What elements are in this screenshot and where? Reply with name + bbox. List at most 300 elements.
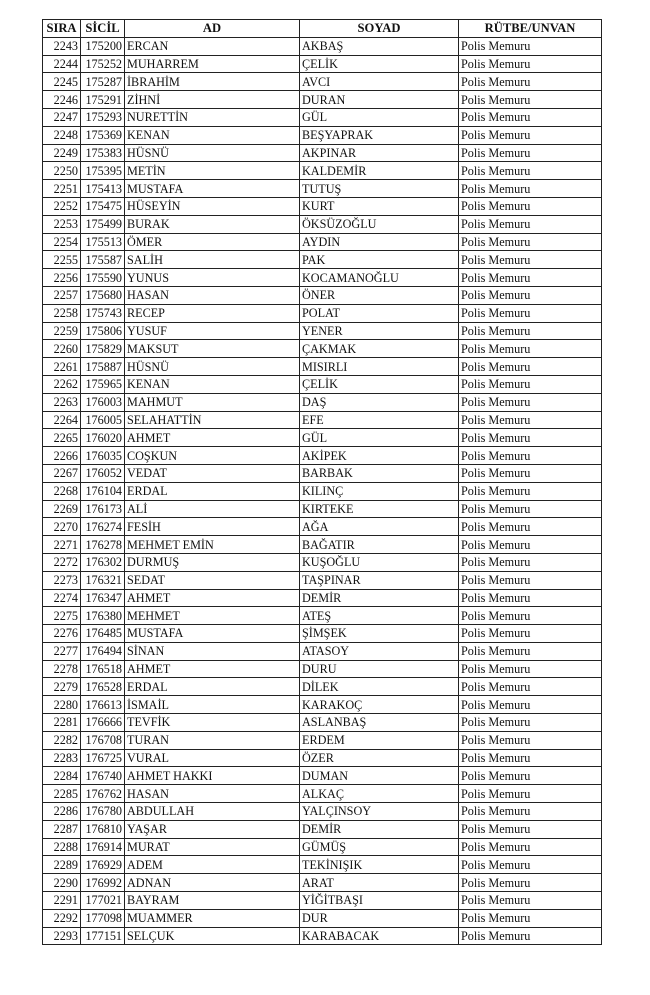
table-row [43,375,602,393]
sicil-cell: 176302 [81,553,125,571]
ad-cell: BURAK [125,215,300,233]
sira-cell: 2292 [43,909,81,927]
sicil-cell: 175513 [81,233,125,251]
sicil-cell: 176666 [81,714,125,732]
table-row [43,874,602,892]
rutbe-cell: Polis Memuru [459,340,602,358]
rutbe-cell: Polis Memuru [459,286,602,304]
table-row [43,571,602,589]
rutbe-cell: Polis Memuru [459,55,602,73]
sicil-cell: 176485 [81,625,125,643]
sicil-cell: 175395 [81,162,125,180]
soyad-cell: AKİPEK [300,447,459,465]
table-row [43,749,602,767]
soyad-cell: BAĞATIR [300,536,459,554]
soyad-cell: ALKAÇ [300,785,459,803]
table-row [43,714,602,732]
rutbe-cell: Polis Memuru [459,215,602,233]
column-header-ad: AD [125,20,300,38]
rutbe-cell: Polis Memuru [459,322,602,340]
rutbe-cell: Polis Memuru [459,251,602,269]
table-row [43,269,602,287]
sicil-cell: 176740 [81,767,125,785]
ad-cell: MEHMET [125,607,300,625]
rutbe-cell: Polis Memuru [459,803,602,821]
table-row [43,162,602,180]
ad-cell: HÜSNÜ [125,358,300,376]
soyad-cell: ÖZER [300,749,459,767]
rutbe-cell: Polis Memuru [459,108,602,126]
column-header-rutbe: RÜTBE/UNVAN [459,20,602,38]
rutbe-cell: Polis Memuru [459,518,602,536]
rutbe-cell: Polis Memuru [459,767,602,785]
sicil-cell: 176003 [81,393,125,411]
rutbe-cell: Polis Memuru [459,749,602,767]
ad-cell: TEVFİK [125,714,300,732]
sira-cell: 2293 [43,927,81,945]
sicil-cell: 175965 [81,375,125,393]
sira-cell: 2268 [43,482,81,500]
soyad-cell: DURAN [300,91,459,109]
ad-cell: ALİ [125,500,300,518]
ad-cell: VEDAT [125,464,300,482]
rutbe-cell: Polis Memuru [459,909,602,927]
soyad-cell: ATASOY [300,642,459,660]
table-row [43,856,602,874]
ad-cell: MUAMMER [125,909,300,927]
ad-cell: İSMAİL [125,696,300,714]
table-row [43,340,602,358]
rutbe-cell: Polis Memuru [459,536,602,554]
sicil-cell: 175369 [81,126,125,144]
ad-cell: ERCAN [125,37,300,55]
ad-cell: HÜSNÜ [125,144,300,162]
table-row [43,55,602,73]
soyad-cell: DEMİR [300,820,459,838]
sira-cell: 2288 [43,838,81,856]
table-row [43,482,602,500]
ad-cell: AHMET [125,589,300,607]
soyad-cell: ATEŞ [300,607,459,625]
table-row [43,215,602,233]
sicil-cell: 175293 [81,108,125,126]
sira-cell: 2265 [43,429,81,447]
sira-cell: 2252 [43,197,81,215]
sira-cell: 2284 [43,767,81,785]
rutbe-cell: Polis Memuru [459,678,602,696]
sicil-cell: 175287 [81,73,125,91]
ad-cell: SALİH [125,251,300,269]
ad-cell: RECEP [125,304,300,322]
rutbe-cell: Polis Memuru [459,785,602,803]
soyad-cell: BEŞYAPRAK [300,126,459,144]
soyad-cell: DUMAN [300,767,459,785]
sicil-cell: 176914 [81,838,125,856]
ad-cell: ERDAL [125,678,300,696]
table-header-row [43,20,602,38]
soyad-cell: AKPINAR [300,144,459,162]
sicil-cell: 176810 [81,820,125,838]
soyad-cell: KALDEMİR [300,162,459,180]
sicil-cell: 175200 [81,37,125,55]
table-row [43,500,602,518]
sira-cell: 2271 [43,536,81,554]
sicil-cell: 176708 [81,731,125,749]
sira-cell: 2274 [43,589,81,607]
rutbe-cell: Polis Memuru [459,464,602,482]
rutbe-cell: Polis Memuru [459,269,602,287]
soyad-cell: AĞA [300,518,459,536]
ad-cell: MUSTAFA [125,625,300,643]
sicil-cell: 176274 [81,518,125,536]
ad-cell: ZİHNİ [125,91,300,109]
soyad-cell: DİLEK [300,678,459,696]
soyad-cell: GÜMÜŞ [300,838,459,856]
soyad-cell: KARABACAK [300,927,459,945]
sicil-cell: 176005 [81,411,125,429]
sicil-cell: 175680 [81,286,125,304]
table-row [43,251,602,269]
table-row [43,892,602,910]
rutbe-cell: Polis Memuru [459,162,602,180]
table-row [43,536,602,554]
ad-cell: MURAT [125,838,300,856]
column-header-sicil: SİCİL [81,20,125,38]
sicil-cell: 176992 [81,874,125,892]
rutbe-cell: Polis Memuru [459,927,602,945]
ad-cell: YUNUS [125,269,300,287]
table-row [43,37,602,55]
sira-cell: 2282 [43,731,81,749]
sicil-cell: 176518 [81,660,125,678]
soyad-cell: KILINÇ [300,482,459,500]
table-row [43,625,602,643]
table-row [43,197,602,215]
soyad-cell: AVCI [300,73,459,91]
sicil-cell: 176494 [81,642,125,660]
sira-cell: 2251 [43,180,81,198]
rutbe-cell: Polis Memuru [459,304,602,322]
table-row [43,909,602,927]
rutbe-cell: Polis Memuru [459,731,602,749]
sicil-cell: 175383 [81,144,125,162]
table-row [43,126,602,144]
table-row [43,233,602,251]
soyad-cell: DAŞ [300,393,459,411]
ad-cell: ADNAN [125,874,300,892]
table-row [43,108,602,126]
sira-cell: 2283 [43,749,81,767]
soyad-cell: GÜL [300,429,459,447]
sira-cell: 2246 [43,91,81,109]
soyad-cell: AKBAŞ [300,37,459,55]
rutbe-cell: Polis Memuru [459,233,602,251]
sicil-cell: 175887 [81,358,125,376]
table-row [43,678,602,696]
soyad-cell: YİĞİTBAŞI [300,892,459,910]
sicil-cell: 175499 [81,215,125,233]
ad-cell: YAŞAR [125,820,300,838]
soyad-cell: DURU [300,660,459,678]
ad-cell: ADEM [125,856,300,874]
table-row [43,838,602,856]
soyad-cell: KIRTEKE [300,500,459,518]
table-row [43,286,602,304]
ad-cell: DURMUŞ [125,553,300,571]
sicil-cell: 175743 [81,304,125,322]
sira-cell: 2264 [43,411,81,429]
sicil-cell: 176035 [81,447,125,465]
rutbe-cell: Polis Memuru [459,625,602,643]
sicil-cell: 176762 [81,785,125,803]
sira-cell: 2262 [43,375,81,393]
sira-cell: 2266 [43,447,81,465]
rutbe-cell: Polis Memuru [459,607,602,625]
ad-cell: HASAN [125,286,300,304]
rutbe-cell: Polis Memuru [459,37,602,55]
personnel-table [42,19,602,945]
sicil-cell: 175252 [81,55,125,73]
sira-cell: 2275 [43,607,81,625]
table-row [43,927,602,945]
table-row [43,803,602,821]
soyad-cell: AYDIN [300,233,459,251]
ad-cell: YUSUF [125,322,300,340]
soyad-cell: KOCAMANOĞLU [300,269,459,287]
sicil-cell: 176173 [81,500,125,518]
ad-cell: MAHMUT [125,393,300,411]
sicil-cell: 176278 [81,536,125,554]
sicil-cell: 176052 [81,464,125,482]
rutbe-cell: Polis Memuru [459,589,602,607]
sicil-cell: 175413 [81,180,125,198]
table-row [43,180,602,198]
sira-cell: 2270 [43,518,81,536]
sira-cell: 2250 [43,162,81,180]
ad-cell: HASAN [125,785,300,803]
rutbe-cell: Polis Memuru [459,482,602,500]
rutbe-cell: Polis Memuru [459,660,602,678]
sira-cell: 2285 [43,785,81,803]
rutbe-cell: Polis Memuru [459,197,602,215]
sira-cell: 2257 [43,286,81,304]
rutbe-cell: Polis Memuru [459,696,602,714]
sira-cell: 2254 [43,233,81,251]
sira-cell: 2248 [43,126,81,144]
soyad-cell: YENER [300,322,459,340]
soyad-cell: YALÇINSOY [300,803,459,821]
table-row [43,322,602,340]
sira-cell: 2273 [43,571,81,589]
table-row [43,358,602,376]
sira-cell: 2253 [43,215,81,233]
ad-cell: NURETTİN [125,108,300,126]
sira-cell: 2244 [43,55,81,73]
sicil-cell: 176929 [81,856,125,874]
rutbe-cell: Polis Memuru [459,571,602,589]
sicil-cell: 175291 [81,91,125,109]
sicil-cell: 176613 [81,696,125,714]
ad-cell: ERDAL [125,482,300,500]
table-row [43,73,602,91]
ad-cell: MAKSUT [125,340,300,358]
sicil-cell: 177021 [81,892,125,910]
column-header-sira: SIRA [43,20,81,38]
sira-cell: 2269 [43,500,81,518]
sicil-cell: 176780 [81,803,125,821]
sicil-cell: 176321 [81,571,125,589]
rutbe-cell: Polis Memuru [459,180,602,198]
rutbe-cell: Polis Memuru [459,447,602,465]
soyad-cell: TUTUŞ [300,180,459,198]
ad-cell: VURAL [125,749,300,767]
soyad-cell: GÜL [300,108,459,126]
rutbe-cell: Polis Memuru [459,144,602,162]
rutbe-cell: Polis Memuru [459,500,602,518]
rutbe-cell: Polis Memuru [459,553,602,571]
rutbe-cell: Polis Memuru [459,856,602,874]
sira-cell: 2245 [43,73,81,91]
ad-cell: KENAN [125,126,300,144]
ad-cell: BAYRAM [125,892,300,910]
rutbe-cell: Polis Memuru [459,411,602,429]
soyad-cell: ÖKSÜZOĞLU [300,215,459,233]
soyad-cell: EFE [300,411,459,429]
sira-cell: 2289 [43,856,81,874]
table-row [43,731,602,749]
soyad-cell: ARAT [300,874,459,892]
table-row [43,553,602,571]
ad-cell: COŞKUN [125,447,300,465]
soyad-cell: DUR [300,909,459,927]
sira-cell: 2258 [43,304,81,322]
ad-cell: MEHMET EMİN [125,536,300,554]
sira-cell: 2249 [43,144,81,162]
ad-cell: SİNAN [125,642,300,660]
sira-cell: 2256 [43,269,81,287]
soyad-cell: ÇELİK [300,55,459,73]
rutbe-cell: Polis Memuru [459,375,602,393]
sira-cell: 2272 [43,553,81,571]
ad-cell: SELÇUK [125,927,300,945]
table-row [43,696,602,714]
sicil-cell: 175829 [81,340,125,358]
rutbe-cell: Polis Memuru [459,91,602,109]
ad-cell: METİN [125,162,300,180]
soyad-cell: KARAKOÇ [300,696,459,714]
sira-cell: 2261 [43,358,81,376]
sira-cell: 2276 [43,625,81,643]
table-row [43,91,602,109]
soyad-cell: TAŞPINAR [300,571,459,589]
table-row [43,393,602,411]
rutbe-cell: Polis Memuru [459,714,602,732]
sicil-cell: 175587 [81,251,125,269]
sicil-cell: 176528 [81,678,125,696]
soyad-cell: ÇELİK [300,375,459,393]
sicil-cell: 177098 [81,909,125,927]
soyad-cell: PAK [300,251,459,269]
ad-cell: TURAN [125,731,300,749]
sicil-cell: 175475 [81,197,125,215]
sicil-cell: 176104 [81,482,125,500]
table-row [43,518,602,536]
sira-cell: 2287 [43,820,81,838]
rutbe-cell: Polis Memuru [459,874,602,892]
sira-cell: 2260 [43,340,81,358]
sira-cell: 2255 [43,251,81,269]
table-row [43,642,602,660]
rutbe-cell: Polis Memuru [459,393,602,411]
sira-cell: 2290 [43,874,81,892]
column-header-soyad: SOYAD [300,20,459,38]
rutbe-cell: Polis Memuru [459,820,602,838]
table-row [43,660,602,678]
rutbe-cell: Polis Memuru [459,838,602,856]
sira-cell: 2280 [43,696,81,714]
ad-cell: ÖMER [125,233,300,251]
sicil-cell: 176380 [81,607,125,625]
sicil-cell: 176725 [81,749,125,767]
ad-cell: ABDULLAH [125,803,300,821]
sira-cell: 2281 [43,714,81,732]
table-row [43,447,602,465]
sira-cell: 2243 [43,37,81,55]
table-row [43,820,602,838]
soyad-cell: ŞİMŞEK [300,625,459,643]
table-row [43,785,602,803]
sicil-cell: 175590 [81,269,125,287]
rutbe-cell: Polis Memuru [459,642,602,660]
sira-cell: 2286 [43,803,81,821]
table-row [43,411,602,429]
soyad-cell: TEKİNIŞIK [300,856,459,874]
soyad-cell: KUŞOĞLU [300,553,459,571]
ad-cell: KENAN [125,375,300,393]
ad-cell: MUHARREM [125,55,300,73]
soyad-cell: BARBAK [300,464,459,482]
soyad-cell: POLAT [300,304,459,322]
sira-cell: 2263 [43,393,81,411]
ad-cell: AHMET [125,660,300,678]
sira-cell: 2278 [43,660,81,678]
rutbe-cell: Polis Memuru [459,73,602,91]
ad-cell: AHMET HAKKI [125,767,300,785]
sicil-cell: 175806 [81,322,125,340]
soyad-cell: KURT [300,197,459,215]
ad-cell: SEDAT [125,571,300,589]
soyad-cell: DEMİR [300,589,459,607]
sira-cell: 2259 [43,322,81,340]
rutbe-cell: Polis Memuru [459,358,602,376]
sicil-cell: 177151 [81,927,125,945]
table-row [43,607,602,625]
rutbe-cell: Polis Memuru [459,126,602,144]
ad-cell: SELAHATTİN [125,411,300,429]
table-row [43,589,602,607]
sicil-cell: 176347 [81,589,125,607]
ad-cell: HÜSEYİN [125,197,300,215]
soyad-cell: ÇAKMAK [300,340,459,358]
table-row [43,304,602,322]
ad-cell: İBRAHİM [125,73,300,91]
soyad-cell: ERDEM [300,731,459,749]
table-row [43,429,602,447]
sicil-cell: 176020 [81,429,125,447]
ad-cell: MUSTAFA [125,180,300,198]
sira-cell: 2279 [43,678,81,696]
soyad-cell: ASLANBAŞ [300,714,459,732]
